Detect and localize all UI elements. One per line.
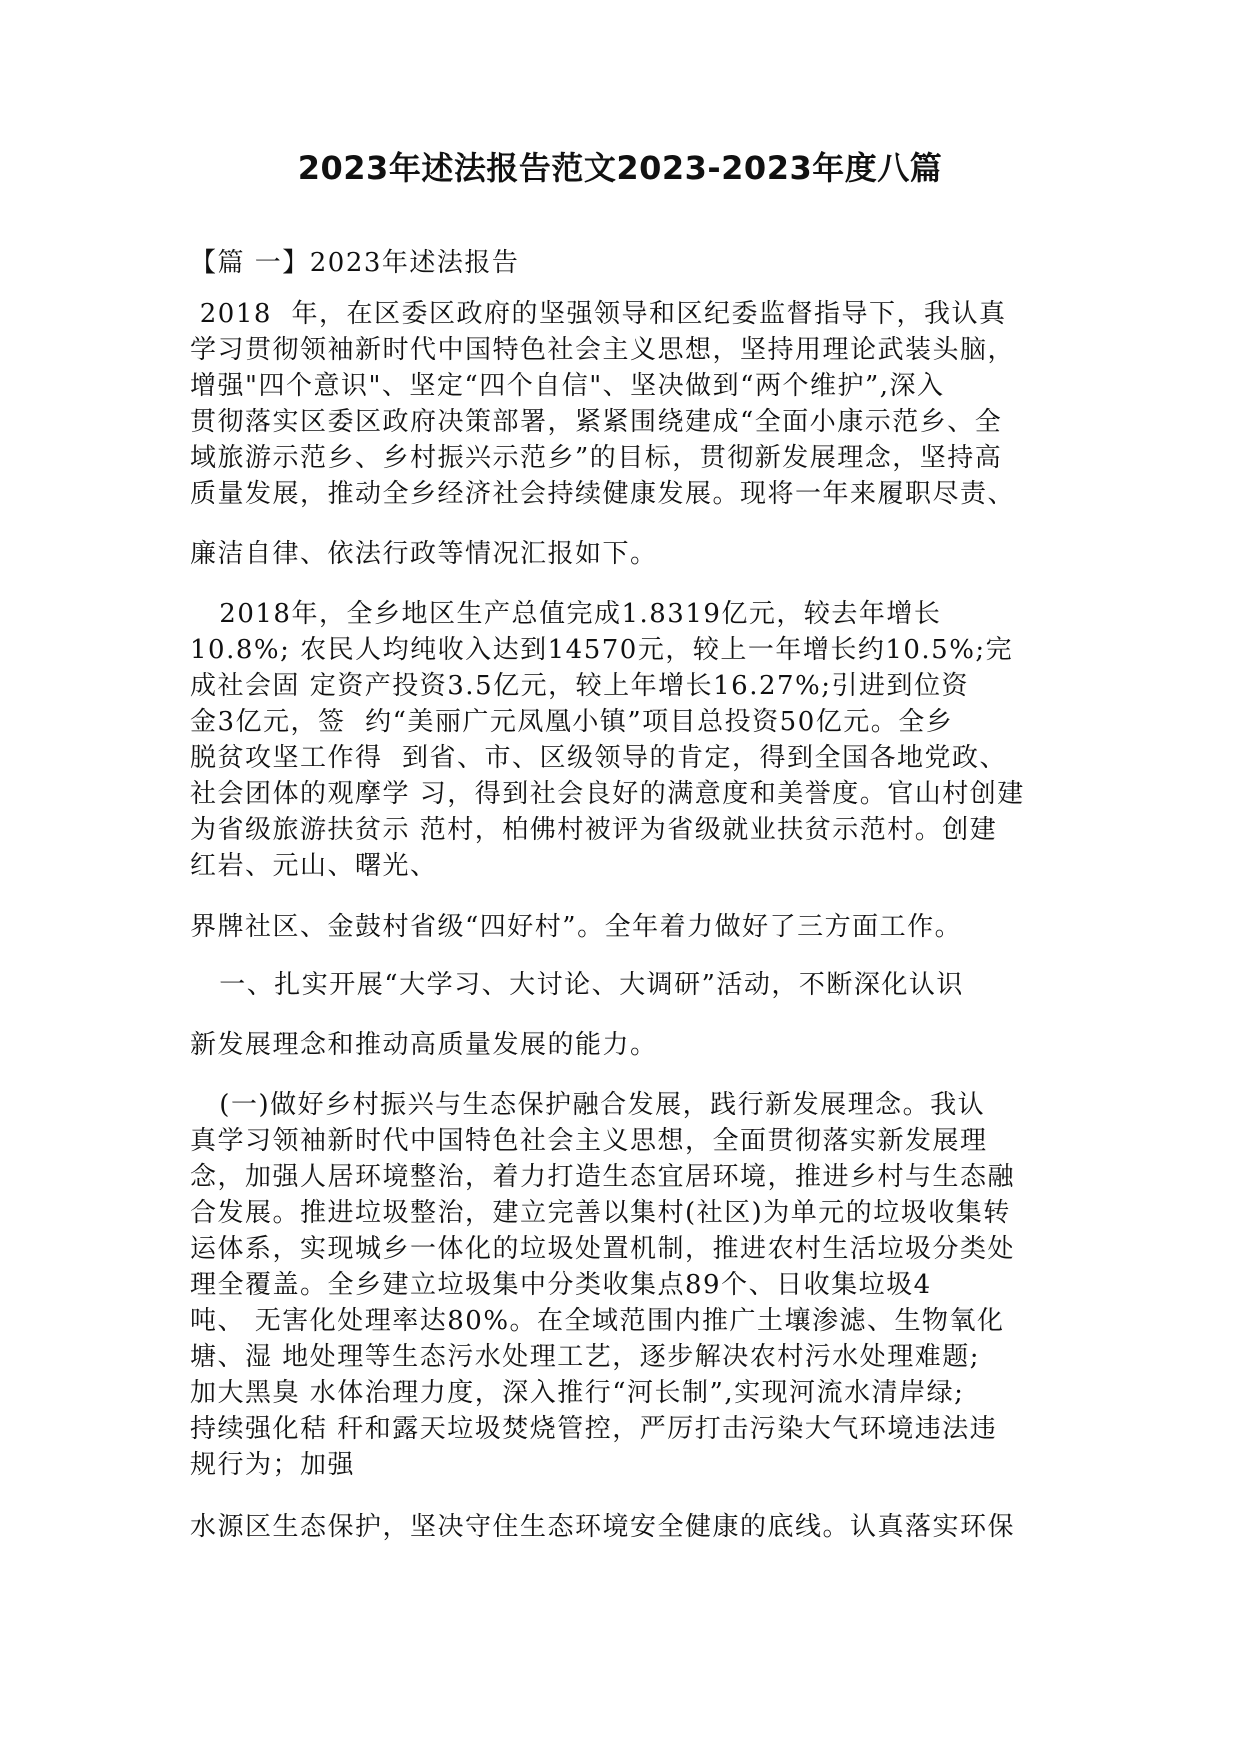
paragraph-line: 加大黑臭 水体治理力度，深入推行“河长制”,实现河流水清岸绿; (190, 1378, 965, 1408)
paragraph-line: 界牌社区、金鼓村省级“四好村”。全年着力做好了三方面工作。 (190, 912, 963, 942)
paragraph-line: 水源区生态保护，坚决守住生态环境安全健康的底线。认真落实环保 (190, 1512, 1016, 1542)
paragraph-line: 2018 年，在区委区政府的坚强领导和区纪委监督指导下，我认真 (190, 299, 1007, 329)
paragraph-line: 一、扎实开展“大学习、大讨论、大调研”活动，不断深化认识 (190, 970, 964, 1000)
paragraph-line: 质量发展，推动全乡经济社会持续健康发展。现将一年来履职尽责、 (190, 479, 1016, 509)
paragraph-line: 念，加强人居环境整治，着力打造生态宜居环境，推进乡村与生态融 (190, 1162, 1016, 1192)
paragraph-line: 运体系，实现城乡一体化的垃圾处置机制，推进农村生活垃圾分类处 (190, 1234, 1016, 1264)
paragraph-line: 金3亿元，签 约“美丽广元凤凰小镇”项目总投资50亿元。全乡 (190, 707, 954, 737)
paragraph-line: 新发展理念和推动高质量发展的能力。 (190, 1030, 658, 1060)
paragraph-line: 2018年，全乡地区生产总值完成1.8319亿元，较去年增长 (190, 599, 942, 629)
paragraph-line: 为省级旅游扶贫示 范村，柏佛村被评为省级就业扶贫示范村。创建 (190, 815, 998, 845)
paragraph-line: 学习贯彻领袖新时代中国特色社会主义思想，坚持用理论武装头脑， (190, 335, 1016, 365)
paragraph-line: 贯彻落实区委区政府决策部署，紧紧围绕建成“全面小康示范乡、全 (190, 407, 1003, 437)
paragraph-line: (一)做好乡村振兴与生态保护融合发展，践行新发展理念。我认 (190, 1090, 986, 1120)
paragraph-line: 增强"四个意识"、坚定“四个自信"、坚决做到“两个维护”,深入 (190, 371, 945, 401)
section-heading: 【篇 一】2023年述法报告 (190, 248, 520, 278)
paragraph-line: 成社会固 定资产投资3.5亿元，较上年增长16.27%;引进到位资 (190, 671, 970, 701)
paragraph-line: 10.8%; 农民人均纯收入达到14570元，较上一年增长约10.5%;完 (190, 635, 1014, 665)
paragraph-line: 社会团体的观摩学 习，得到社会良好的满意度和美誉度。官山村创建 (190, 779, 1025, 809)
paragraph-line: 红岩、元山、曙光、 (190, 851, 438, 881)
paragraph-line: 规行为；加强 (190, 1450, 356, 1480)
paragraph-line: 廉洁自律、依法行政等情况汇报如下。 (190, 539, 658, 569)
paragraph-line: 合发展。推进垃圾整治，建立完善以集村(社区)为单元的垃圾收集转 (190, 1198, 1011, 1228)
document-title: 2023年述法报告范文2023-2023年度八篇 (297, 149, 943, 187)
paragraph-line: 理全覆盖。全乡建立垃圾集中分类收集点89个、日收集垃圾4 (190, 1270, 932, 1300)
paragraph-line: 脱贫攻坚工作得 到省、市、区级领导的肯定，得到全国各地党政、 (190, 743, 1008, 773)
paragraph-line: 塘、湿 地处理等生态污水处理工艺，逐步解决农村污水处理难题; (190, 1342, 981, 1372)
paragraph-line: 吨、 无害化处理率达80%。在全域范围内推广土壤渗滤、生物氧化 (190, 1306, 1005, 1336)
paragraph-line: 持续强化秸 秆和露天垃圾焚烧管控，严厉打击污染大气环境违法违 (190, 1414, 998, 1444)
paragraph-line: 真学习领袖新时代中国特色社会主义思想，全面贯彻落实新发展理 (190, 1126, 988, 1156)
paragraph-line: 域旅游示范乡、乡村振兴示范乡”的目标，贯彻新发展理念，坚持高 (190, 443, 1003, 473)
